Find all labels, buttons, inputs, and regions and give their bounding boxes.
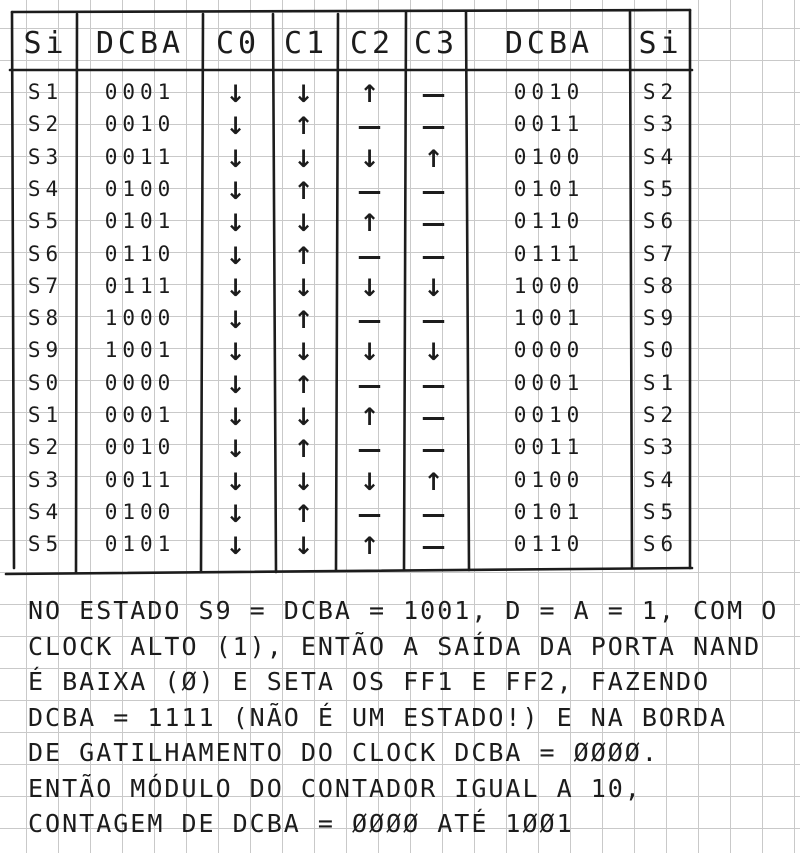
dcba-cell: 0110 <box>104 241 176 266</box>
next-dcba-cell: 0001 <box>513 370 585 395</box>
c2-cell: ↓ <box>359 144 385 173</box>
dcba-cell: 0010 <box>104 112 176 137</box>
next-state-cell: S6 <box>642 532 679 557</box>
state-cell: S9 <box>27 338 64 363</box>
dcba-cell: 0101 <box>104 209 176 234</box>
next-dcba-cell: 0011 <box>513 112 585 137</box>
c3-cell: — <box>421 112 451 141</box>
c0-cell: ↓ <box>225 176 251 205</box>
note-line: DCBA = 1111 (NÃO É UM ESTADO!) E NA BORDA <box>28 702 728 732</box>
c2-cell: ↓ <box>359 273 385 302</box>
c2-cell: ↑ <box>359 80 385 108</box>
c2-cell: — <box>357 370 387 399</box>
c0-cell: ↓ <box>225 306 251 335</box>
c3-cell: ↑ <box>423 467 449 496</box>
c3-cell: ↓ <box>423 273 449 302</box>
c2-cell: ↑ <box>359 532 385 561</box>
next-state-cell: S5 <box>642 499 679 524</box>
next-state-cell: S7 <box>642 241 679 266</box>
c1-cell: ↑ <box>293 370 319 399</box>
c1-cell: ↑ <box>293 435 319 464</box>
next-state-cell: S2 <box>642 403 679 427</box>
dcba-cell: 1000 <box>104 306 176 331</box>
dcba-cell: 0101 <box>104 532 176 557</box>
dcba-cell: 0111 <box>104 273 176 298</box>
c2-cell: ↓ <box>359 467 385 496</box>
header-state-cell: Si <box>23 26 68 61</box>
next-state-cell: S5 <box>642 176 679 201</box>
c0-cell: ↓ <box>225 144 251 173</box>
c2-cell: ↑ <box>359 209 385 238</box>
c0-cell: ↓ <box>225 241 251 270</box>
c2-cell: — <box>357 499 387 528</box>
c2-cell: — <box>357 112 387 141</box>
c0-cell: ↓ <box>225 532 251 561</box>
next-dcba-cell: 0011 <box>513 435 585 460</box>
next-dcba-cell: 0110 <box>513 209 585 234</box>
c1-cell: ↓ <box>293 532 319 561</box>
c1-cell: ↑ <box>293 241 319 270</box>
c0-cell: ↓ <box>225 80 251 108</box>
next-dcba-cell: 0010 <box>513 403 585 427</box>
state-cell: S3 <box>27 467 64 492</box>
next-dcba-cell: 1000 <box>513 273 585 298</box>
c1-cell: ↑ <box>293 306 319 335</box>
state-cell: S1 <box>27 80 64 104</box>
c1-cell: ↓ <box>293 80 319 108</box>
c2-cell: — <box>357 176 387 205</box>
dcba-cell: 0010 <box>104 435 176 460</box>
header-next-state-cell: Si <box>638 26 683 61</box>
next-dcba-cell: 0010 <box>513 80 585 104</box>
dcba-cell: 0001 <box>104 403 176 427</box>
dcba-cell: 0001 <box>104 80 176 104</box>
c3-cell: — <box>421 370 451 399</box>
c3-cell: ↑ <box>423 144 449 173</box>
c1-cell: ↓ <box>293 467 319 496</box>
state-cell: S0 <box>27 370 64 395</box>
c3-cell: — <box>421 306 451 335</box>
next-state-cell: S1 <box>642 370 679 395</box>
state-cell: S6 <box>27 241 64 266</box>
next-state-cell: S8 <box>642 273 679 298</box>
next-dcba-cell: 0101 <box>513 499 585 524</box>
next-dcba-cell: 0101 <box>513 176 585 201</box>
c2-cell: — <box>357 435 387 464</box>
state-cell: S2 <box>27 435 64 460</box>
next-state-cell: S9 <box>642 306 679 331</box>
c2-cell: — <box>357 306 387 335</box>
c2-cell: ↑ <box>359 403 385 431</box>
c2-cell: — <box>357 241 387 270</box>
next-dcba-cell: 1001 <box>513 306 585 331</box>
c3-cell: — <box>421 241 451 270</box>
note-line: É BAIXA (Ø) E SETA OS FF1 E FF2, FAZENDO <box>28 667 711 696</box>
header-next-dcba-cell: DCBA <box>504 26 594 61</box>
state-cell: S3 <box>27 144 64 169</box>
state-cell: S5 <box>27 209 64 234</box>
c1-cell: ↑ <box>293 499 319 528</box>
c3-cell: — <box>421 403 451 431</box>
c0-cell: ↓ <box>225 370 251 399</box>
c1-cell: ↑ <box>293 176 319 205</box>
dcba-cell: 0100 <box>104 176 176 201</box>
state-cell: S1 <box>27 403 64 427</box>
dcba-cell: 1001 <box>104 338 176 363</box>
table-frame-top <box>12 10 690 12</box>
state-cell: S8 <box>27 306 64 331</box>
c0-cell: ↓ <box>225 435 251 464</box>
c3-cell: — <box>421 209 451 238</box>
header-c0-cell: C0 <box>215 26 261 61</box>
next-dcba-cell: 0110 <box>513 532 585 557</box>
next-state-cell: S2 <box>642 80 679 104</box>
c1-cell: ↓ <box>293 338 319 367</box>
c1-cell: ↑ <box>293 112 319 141</box>
next-dcba-cell: 0100 <box>513 144 585 169</box>
next-state-cell: S6 <box>642 209 679 234</box>
state-cell: S2 <box>27 112 64 137</box>
c3-cell: — <box>421 80 451 108</box>
next-state-cell: S0 <box>642 338 679 363</box>
dcba-cell: 0011 <box>104 144 176 169</box>
c1-cell: ↓ <box>293 403 319 431</box>
note-line: CLOCK ALTO (1), ENTÃO A SAÍDA DA PORTA NAND <box>28 631 762 661</box>
next-state-cell: S4 <box>642 467 679 492</box>
state-cell: S7 <box>27 273 64 298</box>
state-cell: S4 <box>27 499 64 524</box>
header-c3-cell: C3 <box>413 26 459 61</box>
c3-cell: — <box>421 499 451 528</box>
dcba-cell: 0011 <box>104 467 176 492</box>
next-state-cell: S3 <box>642 435 679 460</box>
next-dcba-cell: 0000 <box>513 338 585 363</box>
state-cell: S4 <box>27 176 64 201</box>
note-line: ENTÃO MÓDULO DO CONTADOR IGUAL A 10, <box>28 773 642 803</box>
c3-cell: — <box>421 176 451 205</box>
next-state-cell: S3 <box>642 112 679 137</box>
c0-cell: ↓ <box>225 403 251 431</box>
note-line: NO ESTADO S9 = DCBA = 1001, D = A = 1, COM O <box>28 596 779 625</box>
c3-cell: ↓ <box>423 338 449 367</box>
c1-cell: ↓ <box>293 144 319 173</box>
c0-cell: ↓ <box>225 499 251 528</box>
c2-cell: ↓ <box>359 338 385 367</box>
c0-cell: ↓ <box>225 273 251 302</box>
c1-cell: ↓ <box>293 273 319 302</box>
header-c1-cell: C1 <box>283 26 329 61</box>
dcba-cell: 0100 <box>104 499 176 524</box>
c3-cell: — <box>421 532 451 561</box>
state-cell: S5 <box>27 532 64 557</box>
c0-cell: ↓ <box>225 112 251 141</box>
c0-cell: ↓ <box>225 338 251 367</box>
note-line: CONTAGEM DE DCBA = ØØØØ ATÉ 1ØØ1 <box>28 809 574 838</box>
c0-cell: ↓ <box>225 467 251 496</box>
header-dcba-cell: DCBA <box>95 26 185 61</box>
c0-cell: ↓ <box>225 209 251 238</box>
next-dcba-cell: 0111 <box>513 241 585 266</box>
note-line: DE GATILHAMENTO DO CLOCK DCBA = ØØØØ. <box>28 738 659 767</box>
dcba-cell: 0000 <box>104 370 176 395</box>
next-state-cell: S4 <box>642 144 679 169</box>
c1-cell: ↓ <box>293 209 319 238</box>
table-frame-bottom <box>6 568 692 574</box>
next-dcba-cell: 0100 <box>513 467 585 492</box>
header-c2-cell: C2 <box>349 26 395 61</box>
c3-cell: — <box>421 435 451 464</box>
